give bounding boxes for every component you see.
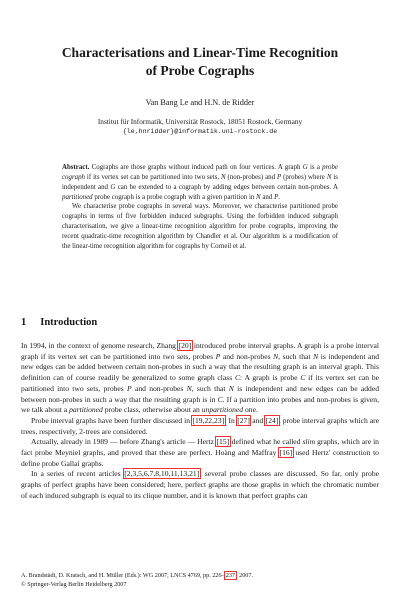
affiliation-block: [20, 117, 380, 137]
citation-link[interactable]: [16]: [279, 448, 293, 458]
section-title: Introduction: [40, 317, 98, 328]
paper-title: [20, 44, 380, 80]
footer-citation: A. Brandstädt, D. Kratsch, and H. Müller (Eds.): WG 2007, LNCS 4769, pp. 226–237, 2007.: [21, 572, 254, 579]
title-line-2: of Probe Cographs: [145, 63, 255, 78]
section-number: 1: [21, 317, 27, 328]
title-line-1: Characterisations and Linear-Time Recognition: [61, 45, 339, 60]
affiliation: Institut für Informatik, Universität Rostock, 18051 Rostock, Germany: [97, 117, 303, 126]
citation-link[interactable]: [19,22,23]: [192, 415, 225, 425]
intro-paragraph-4: In a series of recent articles [2,3,5,6,7,8,10,11,13,21], several probe classes are discussed. So far, only probe graphs of perfect graphs have been considered; here, perfect graphs are those graphs in which the chromatic number of each induced subgraph is equal to its clique number, and it is known that perfect graphs can: [21, 469, 379, 500]
citation-link[interactable]: [15]: [216, 437, 230, 447]
intro-paragraph-1: In 1994, in the context of genome research, Zhang [20] introduced probe interval graphs. A graph is a probe interval graph if its vertex set can be partitioned into two sets, probes P and non-probes N, such that N is independent and new edges can be added between certain non-probes in such a way that the resulting graph is an interval graph. This definition can of course readily be generalized to some graph class C: A graph is probe C if its vertex set can be partitioned into two sets, probes P and non-probes N, such that N is independent and new edges can be added between non-probes in such a way that the resulting graph is in C. If a partition into probes and non-probes is given, we talk about a partitioned probe class, otherwise about an unpartitioned one.: [21, 341, 379, 415]
abstract: [62, 163, 338, 252]
citation-link[interactable]: [24]: [265, 415, 279, 425]
introduction-body: [21, 341, 379, 502]
section-heading: [21, 317, 97, 328]
email: {le,hnridder}@informatik.uni-rostock.de: [122, 128, 278, 135]
abstract-heading: Abstract.: [62, 164, 90, 171]
footer-copyright: © Springer-Verlag Berlin Heidelberg 2007: [21, 580, 127, 588]
abstract-paragraph-2: We characterise probe cographs in several ways. Moreover, we characterise partitioned probe cographs in terms of five forbidden induced subgraphs. Using the forbidden induced subgraph characterisation, we give a linear-time recognition algorithm for probe cographs, improving the recent quadratic-time recognition algorithm by Chandler et al. Our algorithm is a modification of the linear-time recognition algorithm for cographs by Corneil et al.: [62, 203, 338, 250]
citation-link[interactable]: [2,3,5,6,7,8,10,11,13,21]: [124, 469, 200, 479]
abstract-paragraph-1: Abstract. Cographs are those graphs without induced path on four vertices. A graph G is a probe cograph if its vertex set can be partitioned into two sets, N (non-probes) and P (probes) where N is independent and G can be extended to a cograph by adding edges between certain non-probes. A partitioned probe cograph is a probe cograph with a given partition in N and P.: [62, 164, 338, 201]
citation-link[interactable]: [20]: [178, 341, 192, 350]
citation-link[interactable]: [27]: [237, 415, 250, 425]
page-footer: [21, 572, 379, 589]
intro-paragraph-3: Actually, already in 1989 — before Zhang's article — Hertz [15] defined what he called slim graphs, which are in fact probe Meyniel graphs, and proved that these are perfect. Hoàng and Maffray [16] used Hertz' construction to define probe Gallai graphs.: [21, 437, 379, 468]
intro-paragraph-2: Probe interval graphs have been further discussed in [19,22,23]. In [27] and [24], probe interval graphs which are trees, respectively, 2-trees are considered.: [21, 415, 380, 436]
authors: Van Bang Le and H.N. de Ridder: [145, 98, 255, 107]
page-number-link[interactable]: 237: [225, 572, 235, 579]
